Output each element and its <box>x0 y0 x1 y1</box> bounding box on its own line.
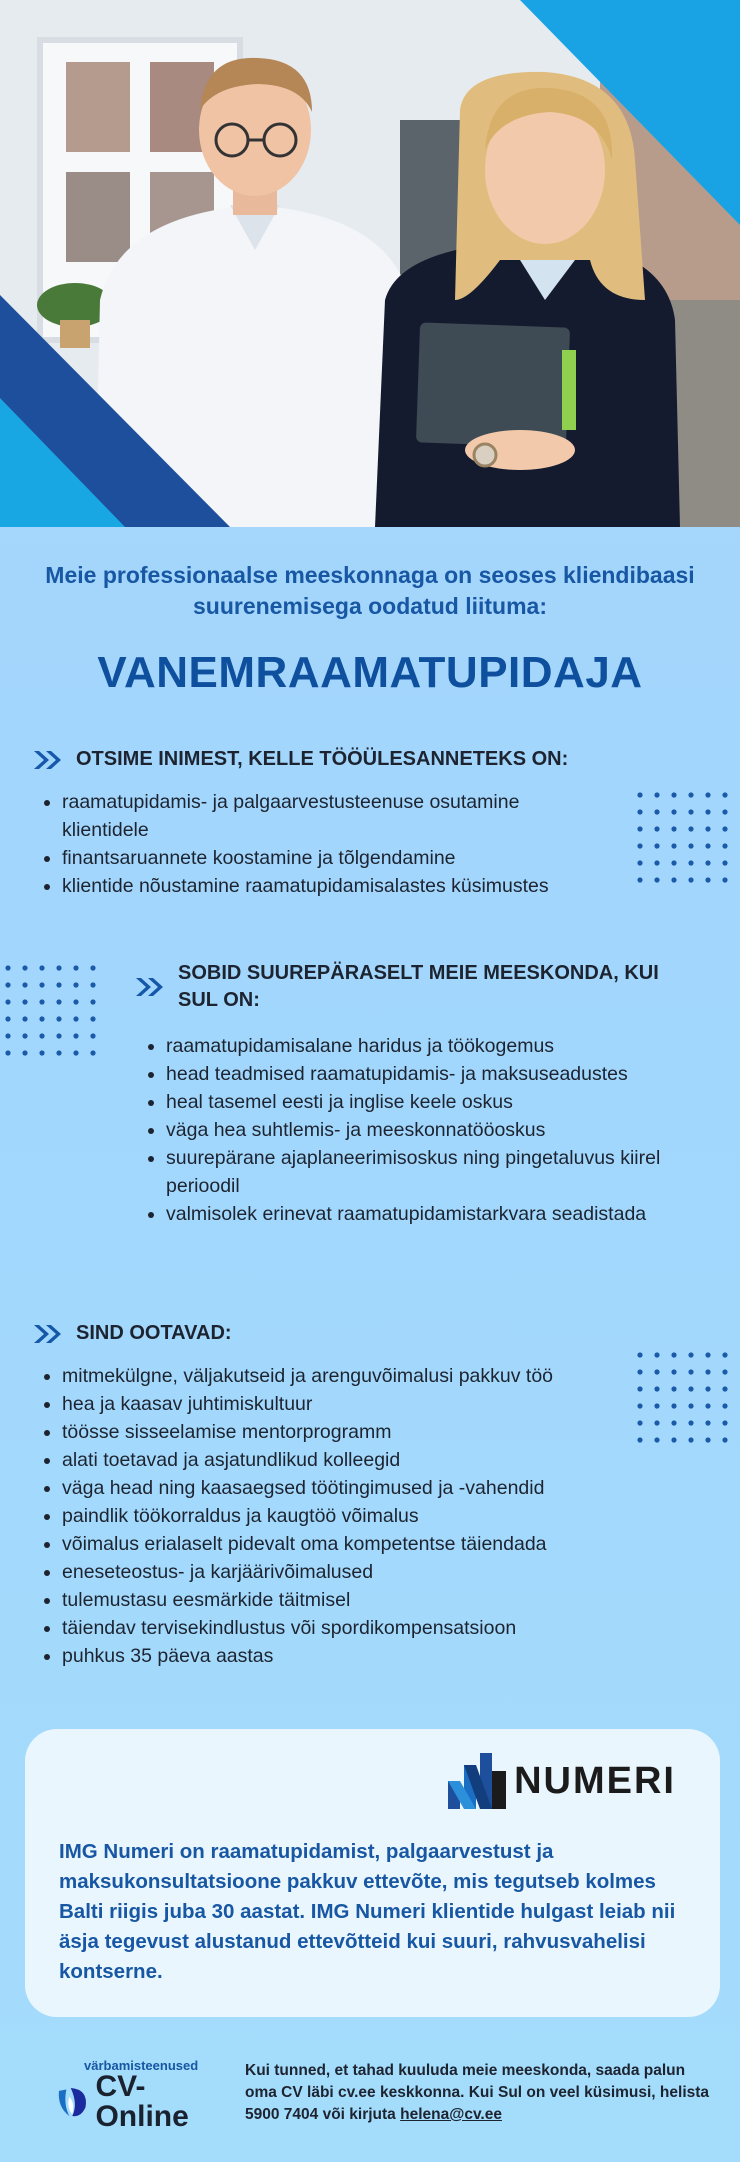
decorative-dot <box>637 1369 642 1374</box>
company-card <box>25 1729 720 2017</box>
decorative-dot <box>637 843 642 848</box>
decorative-dot <box>73 982 78 987</box>
section-heading-requirements <box>134 960 674 1014</box>
decorative-dot <box>654 1352 659 1357</box>
intro-text: Meie professionaalse meeskonnaga on seoses kliendibaasi suurenemisega oodatud liituma: <box>45 562 695 619</box>
decorative-dot <box>654 826 659 831</box>
list-item: • suurepärane ajaplaneerimisoskus ning pingetaluvus kiirel perioodil <box>166 1144 686 1200</box>
list-item: • paindlik töökorraldus ja kaugtöö võimalus <box>62 1502 702 1530</box>
cv-online-logo-icon <box>56 2079 91 2125</box>
numeri-logo-icon <box>446 1751 508 1811</box>
decorative-dot <box>56 999 61 1004</box>
decorative-dot <box>637 826 642 831</box>
decorative-dot <box>39 982 44 987</box>
decorative-dot <box>671 1403 676 1408</box>
section-heading-requirements-label: SOBID SUUREPÄRASELT MEIE MEESKONDA, KUI SUL ON: <box>178 962 659 1011</box>
list-item: • eneseteostus- ja karjäärivõimalused <box>62 1558 702 1586</box>
double-chevron-icon <box>32 1323 64 1345</box>
decorative-dot <box>705 1403 710 1408</box>
decorative-dot <box>22 1050 27 1055</box>
decorative-dot <box>5 999 10 1004</box>
email-link[interactable]: helena@cv.ee <box>400 2106 502 2123</box>
decorative-dot <box>90 965 95 970</box>
decorative-dot <box>637 1437 642 1442</box>
decorative-dot <box>671 1386 676 1391</box>
decorative-dot <box>705 843 710 848</box>
double-chevron-icon <box>134 976 166 998</box>
decorative-dot <box>688 877 693 882</box>
decorative-dot <box>39 1033 44 1038</box>
decorative-dot <box>56 982 61 987</box>
list-item: • puhkus 35 päeva aastas <box>62 1642 702 1670</box>
decorative-dot <box>705 826 710 831</box>
decorative-dot <box>90 1033 95 1038</box>
decorative-dot <box>73 1050 78 1055</box>
decorative-dot <box>722 1352 727 1357</box>
decorative-dot <box>671 860 676 865</box>
job-title: VANEMRAAMATUPIDAJA <box>97 648 643 697</box>
cv-online-brand: CV-Online <box>95 2070 189 2133</box>
decorative-dot <box>39 965 44 970</box>
decorative-dot <box>22 999 27 1004</box>
decorative-dot <box>39 1050 44 1055</box>
decorative-dot <box>637 877 642 882</box>
decorative-dot <box>654 843 659 848</box>
decorative-dot <box>637 792 642 797</box>
decorative-dot <box>5 965 10 970</box>
section-heading-tasks-label: OTSIME INIMEST, KELLE TÖÖÜLESANNETEKS ON: <box>76 748 569 770</box>
decorative-dot <box>722 1437 727 1442</box>
list-item: • täiendav tervisekindlustus või spordikompensatsioon <box>62 1614 702 1642</box>
double-chevron-icon <box>32 749 64 771</box>
decorative-dot <box>705 1386 710 1391</box>
decorative-dot <box>637 809 642 814</box>
decorative-dot <box>671 877 676 882</box>
decorative-dot <box>722 826 727 831</box>
decorative-dot <box>56 1016 61 1021</box>
decorative-dot <box>722 809 727 814</box>
decorative-dot <box>22 982 27 987</box>
decorative-dot <box>688 843 693 848</box>
decorative-dot <box>722 792 727 797</box>
list-item: • raamatupidamisalane haridus ja töökogemus <box>166 1032 686 1060</box>
decorative-dot <box>56 1050 61 1055</box>
decorative-dot <box>688 826 693 831</box>
list-item: • raamatupidamis- ja palgaarvestusteenuse osutamine klientidele <box>62 788 602 844</box>
decorative-dot <box>671 1437 676 1442</box>
decorative-dot <box>705 860 710 865</box>
decorative-dot <box>722 843 727 848</box>
list-item: • töösse sisseelamise mentorprogramm <box>62 1418 702 1446</box>
cv-online-logo <box>28 2058 199 2133</box>
decorative-dot <box>654 1437 659 1442</box>
decorative-dot <box>688 809 693 814</box>
decorative-dot <box>671 809 676 814</box>
decorative-dot <box>671 843 676 848</box>
decorative-dot <box>637 1386 642 1391</box>
decorative-dot <box>722 1369 727 1374</box>
decorative-dot <box>22 1016 27 1021</box>
decorative-dot <box>654 1386 659 1391</box>
decorative-dot <box>705 1352 710 1357</box>
decorative-dot <box>671 1352 676 1357</box>
numeri-logo <box>446 1751 676 1811</box>
decorative-dot <box>654 877 659 882</box>
decorative-dot <box>637 860 642 865</box>
decorative-dot <box>90 1050 95 1055</box>
list-item: • hea ja kaasav juhtimiskultuur <box>62 1390 702 1418</box>
decorative-dot <box>22 1033 27 1038</box>
footer-contact-message: Kui tunned, et tahad kuuluda meie meeskonda, saada palun oma CV läbi cv.ee keskkonna. Kui Sul on veel küsimusi, helista 5900 7404 või kirjuta <box>245 2062 710 2123</box>
decorative-dot <box>688 860 693 865</box>
decorative-dot <box>705 877 710 882</box>
cv-online-subtitle: värbamisteenused <box>84 2058 199 2073</box>
decorative-dot <box>705 792 710 797</box>
decorative-dot <box>688 1437 693 1442</box>
decorative-dot <box>688 792 693 797</box>
decorative-dot <box>688 1369 693 1374</box>
decorative-dot <box>705 1437 710 1442</box>
company-description: IMG Numeri on raamatupidamist, palgaarvestust ja maksukonsultatsioone pakkuv ettevõte, mis tegutseb kolmes Balti riigis juba 30 aastat. IMG Numeri klientide hulgast leiab nii äsja tegevust alustanud ettevõtteid kui suuri, rahvusvahelisi kontserne. <box>59 1840 676 1983</box>
hero-illustration <box>0 0 740 527</box>
decorative-dot <box>90 982 95 987</box>
list-item: • head teadmised raamatupidamis- ja maksuseadustes <box>166 1060 686 1088</box>
decorative-dot <box>90 999 95 1004</box>
decorative-dot <box>654 1403 659 1408</box>
dot-pattern-3 <box>632 1347 736 1451</box>
decorative-dot <box>688 1386 693 1391</box>
decorative-dot <box>654 1369 659 1374</box>
decorative-dot <box>705 1420 710 1425</box>
decorative-dot <box>5 982 10 987</box>
list-item: • võimalus erialaselt pidevalt oma kompetentse täiendada <box>62 1530 702 1558</box>
list-item: • tulemustasu eesmärkide täitmisel <box>62 1586 702 1614</box>
section-heading-benefits-label: SIND OOTAVAD: <box>76 1322 232 1344</box>
decorative-dot <box>688 1403 693 1408</box>
list-item: • heal tasemel eesti ja inglise keele oskus <box>166 1088 686 1116</box>
decorative-dot <box>637 1420 642 1425</box>
numeri-logo-text: NUMERI <box>514 1759 676 1802</box>
decorative-dot <box>22 965 27 970</box>
hero-photo <box>0 0 740 527</box>
decorative-dot <box>654 860 659 865</box>
decorative-dot <box>722 877 727 882</box>
requirements-list <box>140 1032 686 1228</box>
decorative-dot <box>705 809 710 814</box>
section-heading-tasks <box>32 746 672 773</box>
list-item: • mitmekülgne, väljakutseid ja arenguvõimalusi pakkuv töö <box>62 1362 562 1390</box>
decorative-dot <box>671 1369 676 1374</box>
decorative-dot <box>705 1369 710 1374</box>
decorative-dot <box>722 1403 727 1408</box>
list-item: • väga head ning kaasaegsed töötingimused ja -vahendid <box>62 1474 702 1502</box>
decorative-dot <box>90 1016 95 1021</box>
decorative-dot <box>637 1352 642 1357</box>
footer-contact-text <box>245 2060 715 2126</box>
decorative-dot <box>73 965 78 970</box>
decorative-dot <box>637 1403 642 1408</box>
decorative-dot <box>39 1016 44 1021</box>
section-heading-benefits <box>32 1320 432 1347</box>
decorative-dot <box>688 1420 693 1425</box>
list-item: • finantsaruannete koostamine ja tõlgendamine <box>62 844 602 872</box>
decorative-dot <box>671 826 676 831</box>
list-item: • valmisolek erinevat raamatupidamistarkvara seadistada <box>166 1200 686 1228</box>
decorative-dot <box>73 999 78 1004</box>
decorative-dot <box>39 999 44 1004</box>
decorative-dot <box>671 1420 676 1425</box>
benefits-list <box>36 1362 702 1670</box>
list-item: • klientide nõustamine raamatupidamisalastes küsimustes <box>62 872 602 900</box>
decorative-dot <box>73 1016 78 1021</box>
decorative-dot <box>654 1420 659 1425</box>
decorative-dot <box>73 1033 78 1038</box>
footer <box>0 2050 740 2162</box>
decorative-dot <box>654 792 659 797</box>
decorative-dot <box>5 1050 10 1055</box>
dot-pattern-1 <box>632 787 736 891</box>
list-item: • väga hea suhtlemis- ja meeskonnatööoskus <box>166 1116 686 1144</box>
decorative-dot <box>722 1386 727 1391</box>
decorative-dot <box>5 1033 10 1038</box>
decorative-dot <box>654 809 659 814</box>
decorative-dot <box>722 860 727 865</box>
dot-pattern-2 <box>0 960 104 1064</box>
decorative-dot <box>56 965 61 970</box>
decorative-dot <box>722 1420 727 1425</box>
decorative-dot <box>671 792 676 797</box>
decorative-dot <box>5 1016 10 1021</box>
decorative-dot <box>688 1352 693 1357</box>
list-item: • alati toetavad ja asjatundlikud kolleegid <box>62 1446 702 1474</box>
tasks-list <box>36 788 602 900</box>
decorative-dot <box>56 1033 61 1038</box>
